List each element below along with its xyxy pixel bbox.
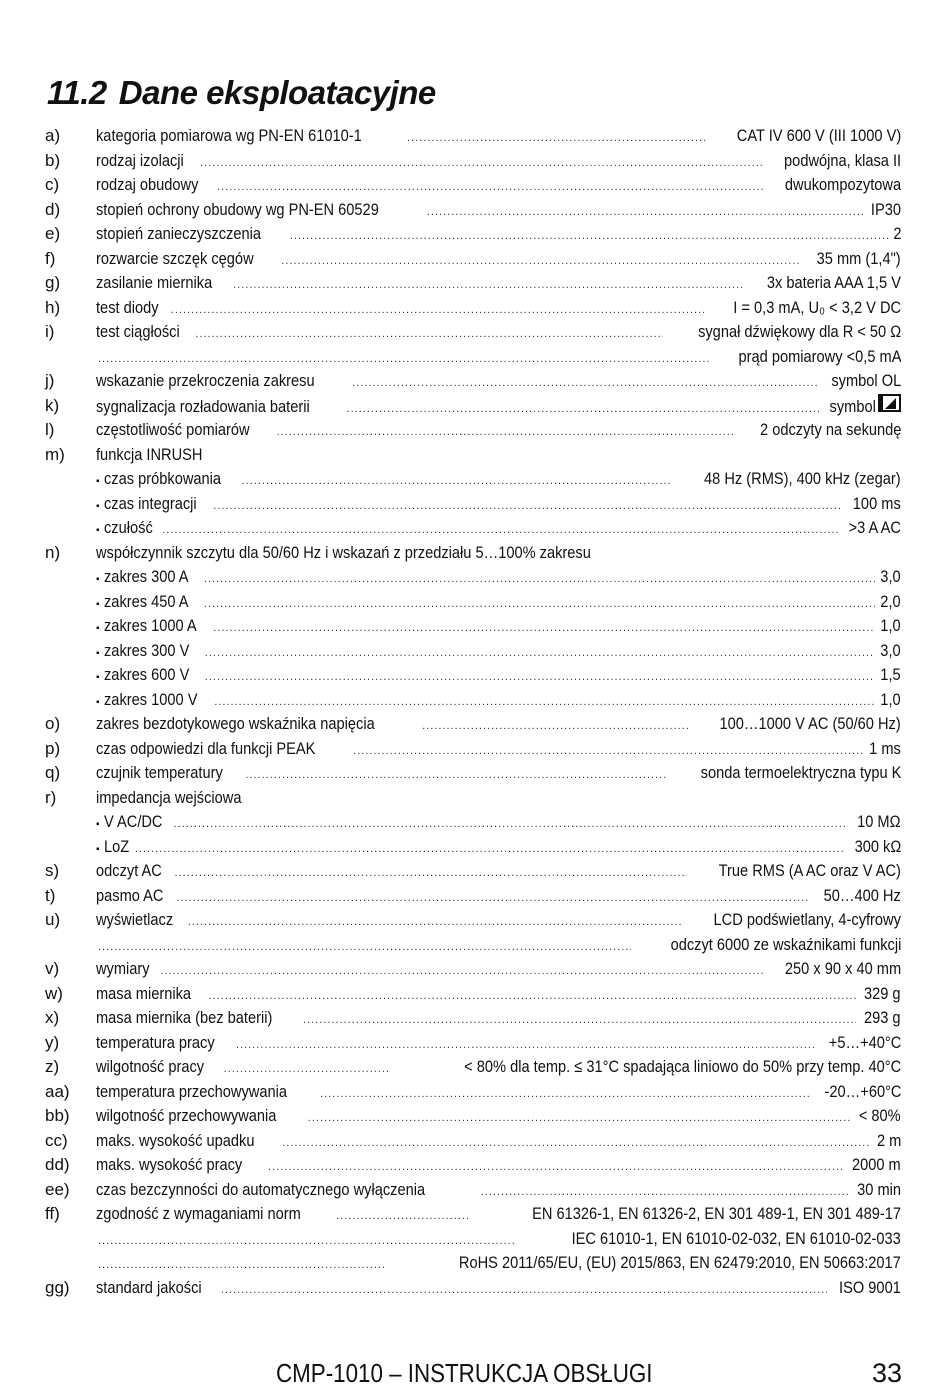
spec-row <box>45 663 901 688</box>
spec-body <box>96 933 901 960</box>
spec-row <box>45 198 901 223</box>
spec-row <box>45 1178 901 1203</box>
bullet-icon: ▪ <box>96 672 100 683</box>
spec-value: prąd pomiarowy <0,5 mA <box>738 346 901 366</box>
spec-name: test diody <box>96 297 159 317</box>
spec-body <box>96 345 901 372</box>
spec-name: LoZ <box>103 836 129 856</box>
spec-body <box>96 663 901 691</box>
spec-value: 1,0 <box>880 616 901 635</box>
spec-row <box>45 1227 901 1252</box>
spec-label: dd) <box>45 1155 70 1174</box>
bullet-icon: ▪ <box>96 598 100 610</box>
spec-body <box>96 786 901 811</box>
spec-value: RoHS 2011/65/EU, (EU) 2015/863, EN 62479:2010, EN 50663:2017 <box>459 1253 901 1272</box>
spec-name: wilgotność pracy <box>96 1057 205 1076</box>
spec-label: z) <box>45 1057 60 1076</box>
dot-leader <box>336 1204 470 1229</box>
spec-label: cc) <box>45 1130 68 1150</box>
spec-row <box>45 933 901 958</box>
spec-name: V AC/DC <box>103 812 163 831</box>
dot-leader <box>135 837 845 862</box>
dot-leader <box>209 984 857 1009</box>
spec-body <box>96 688 901 716</box>
spec-body <box>96 1227 901 1254</box>
spec-body <box>96 1276 901 1303</box>
spec-value: 30 min <box>857 1179 901 1199</box>
spec-value: 3x bateria AAA 1,5 V <box>766 273 901 292</box>
spec-label: ff) <box>45 1204 60 1223</box>
spec-name: czułość <box>103 518 153 537</box>
dot-leader <box>217 175 764 200</box>
spec-body <box>96 541 901 566</box>
spec-name: maks. wysokość pracy <box>96 1155 243 1174</box>
spec-value: odczyt 6000 ze wskaźnikami funkcji <box>670 934 901 954</box>
dot-leader <box>236 1033 815 1058</box>
spec-name: funkcja INRUSH <box>96 444 203 464</box>
spec-name: test ciągłości <box>96 322 180 341</box>
spec-value: symbol OL <box>831 371 901 390</box>
spec-name: stopień ochrony obudowy wg PN-EN 60529 <box>96 199 379 219</box>
spec-label: m) <box>45 444 65 464</box>
spec-body <box>96 614 901 642</box>
dot-leader <box>352 371 818 396</box>
spec-label: g) <box>45 273 61 292</box>
dot-leader <box>422 714 688 739</box>
spec-body <box>96 149 901 176</box>
spec-name: impedancja wejściowa <box>96 787 242 807</box>
spec-body <box>96 516 901 544</box>
spec-body <box>96 394 901 422</box>
spec-value: True RMS (A AC oraz V AC) <box>718 861 901 880</box>
spec-name: zakres 600 V <box>103 665 189 684</box>
spec-value: ISO 9001 <box>839 1277 901 1297</box>
spec-label: u) <box>45 910 61 929</box>
spec-label: p) <box>45 738 61 758</box>
dot-leader <box>204 592 876 617</box>
spec-value: 2 odczyty na sekundę <box>759 420 901 439</box>
spec-row <box>45 222 901 247</box>
spec-value: < 80% dla temp. ≤ 31°C spadająca liniowo do 50% przy temp. 40°C <box>463 1057 901 1076</box>
dot-leader <box>268 1155 842 1180</box>
spec-label: bb) <box>45 1106 70 1125</box>
spec-body <box>96 1104 901 1131</box>
bullet-icon: ▪ <box>96 647 100 659</box>
spec-value: sonda termoelektryczna typu K <box>700 763 901 782</box>
spec-label: f) <box>45 248 56 268</box>
spec-name: współczynnik szczytu dla 50/60 Hz i wskazań z przedziału 5…100% zakresu <box>96 542 591 562</box>
bullet-icon: ▪ <box>96 819 100 830</box>
spec-name: zakres bezdotykowego wskaźnika napięcia <box>96 714 375 733</box>
spec-value: 48 Hz (RMS), 400 kHz (zegar) <box>704 469 901 488</box>
spec-body <box>96 1080 901 1107</box>
dot-leader <box>98 1253 385 1278</box>
spec-row <box>45 957 901 982</box>
spec-label: c) <box>45 175 60 194</box>
spec-label: s) <box>45 861 60 880</box>
dot-leader <box>282 1131 870 1156</box>
dot-leader <box>175 861 688 886</box>
dot-leader <box>205 665 876 690</box>
dot-leader <box>213 616 875 641</box>
dot-leader <box>213 494 843 519</box>
spec-label: r) <box>45 787 57 807</box>
spec-value: I = 0,3 mA, U₀ < 3,2 V DC <box>733 297 901 317</box>
spec-value: 1,5 <box>880 665 901 684</box>
section-title <box>47 74 436 112</box>
spec-name: wilgotność przechowywania <box>96 1106 277 1125</box>
spec-row <box>45 467 901 492</box>
spec-value: EN 61326-1, EN 61326-2, EN 301 489-1, EN 301 489-17 <box>532 1204 901 1223</box>
spec-name: wskazanie przekroczenia zakresu <box>96 371 315 390</box>
spec-label: x) <box>45 1008 60 1027</box>
dot-leader <box>174 812 849 837</box>
spec-label: ee) <box>45 1179 70 1199</box>
spec-name: kategoria pomiarowa wg PN-EN 61010-1 <box>96 126 362 145</box>
spec-name: standard jakości <box>96 1277 202 1297</box>
dot-leader <box>188 910 681 935</box>
spec-row <box>45 786 901 811</box>
dot-leader <box>320 1082 809 1107</box>
spec-value: 2000 m <box>852 1155 901 1174</box>
dot-leader <box>224 1057 391 1082</box>
spec-body <box>96 467 901 495</box>
spec-name: masa miernika <box>96 983 192 1003</box>
spec-body <box>96 859 901 886</box>
spec-row <box>45 173 901 198</box>
spec-row <box>45 1031 901 1056</box>
spec-name: stopień zanieczyszczenia <box>96 224 261 243</box>
page-footer <box>0 1358 950 1388</box>
dot-leader <box>303 1008 856 1033</box>
spec-row <box>45 712 901 737</box>
spec-name: czas odpowiedzi dla funkcji PEAK <box>96 738 316 758</box>
dot-leader <box>290 224 890 249</box>
spec-row <box>45 737 901 762</box>
spec-name: maks. wysokość upadku <box>96 1130 255 1150</box>
spec-row <box>45 1202 901 1227</box>
spec-row <box>45 688 901 713</box>
spec-body <box>96 1055 901 1082</box>
spec-body <box>96 1031 901 1058</box>
spec-value: IP30 <box>870 199 901 219</box>
spec-value: 2,0 <box>880 591 901 611</box>
spec-label: w) <box>45 983 63 1003</box>
spec-row <box>45 590 901 615</box>
spec-row <box>45 124 901 149</box>
spec-body <box>96 712 901 739</box>
spec-value: 1,0 <box>880 689 901 709</box>
spec-name: rodzaj izolacji <box>96 150 184 170</box>
spec-body <box>96 810 901 838</box>
spec-body <box>96 1202 901 1229</box>
spec-row <box>45 908 901 933</box>
spec-row <box>45 982 901 1007</box>
spec-row <box>45 418 901 443</box>
spec-name: masa miernika (bez baterii) <box>96 1008 273 1027</box>
spec-value: 250 x 90 x 40 mm <box>784 959 901 978</box>
dot-leader <box>205 641 876 666</box>
spec-value: IEC 61010-1, EN 61010-02-032, EN 61010-02-033 <box>571 1228 901 1248</box>
spec-row <box>45 443 901 468</box>
spec-row <box>45 345 901 370</box>
spec-row <box>45 835 901 860</box>
spec-body <box>96 908 901 935</box>
spec-body <box>96 173 901 200</box>
spec-row <box>45 149 901 174</box>
spec-name: czas bezczynności do automatycznego wyłączenia <box>96 1179 426 1199</box>
dot-leader <box>281 249 801 274</box>
spec-name: zakres 300 A <box>103 567 189 586</box>
spec-label: aa) <box>45 1081 70 1101</box>
spec-label: y) <box>45 1032 60 1052</box>
dot-leader <box>308 1106 851 1131</box>
dot-leader <box>98 1229 516 1254</box>
spec-value: 100 ms <box>853 493 901 513</box>
spec-row <box>45 369 901 394</box>
dot-leader <box>233 273 743 298</box>
bullet-icon: ▪ <box>96 623 100 634</box>
spec-body <box>96 835 901 863</box>
page-number: 33 <box>871 1358 902 1388</box>
spec-value: 1 ms <box>869 738 901 758</box>
spec-name: wyświetlacz <box>96 910 174 929</box>
dot-leader <box>481 1180 848 1205</box>
spec-row <box>45 1055 901 1080</box>
bullet-icon: ▪ <box>96 843 100 855</box>
spec-body <box>96 1178 901 1205</box>
spec-value: 3,0 <box>880 567 901 586</box>
dot-leader <box>204 567 876 592</box>
spec-label: n) <box>45 542 61 562</box>
spec-value: sygnał dźwiękowy dla R < 50 Ω <box>697 322 901 341</box>
spec-body <box>96 369 901 396</box>
spec-row <box>45 394 901 419</box>
spec-name: czujnik temperatury <box>96 763 223 782</box>
spec-row <box>45 1153 901 1178</box>
spec-label: k) <box>45 395 60 415</box>
spec-value: -20…+60°C <box>824 1081 901 1101</box>
spec-body <box>96 418 901 445</box>
dot-leader <box>200 151 763 176</box>
spec-row <box>45 1129 901 1154</box>
spec-body <box>96 492 901 520</box>
spec-row <box>45 541 901 566</box>
spec-value: 10 MΩ <box>857 812 901 831</box>
spec-row <box>45 1006 901 1031</box>
spec-label: l) <box>45 420 55 439</box>
footer-document-title: CMP-1010 – INSTRUKCJA OBSŁUGI <box>276 1358 653 1388</box>
spec-name: zgodność z wymaganiami norm <box>96 1204 301 1223</box>
spec-name: zakres 450 A <box>103 591 189 611</box>
spec-body <box>96 198 901 225</box>
spec-label: gg) <box>45 1277 70 1297</box>
spec-body <box>96 639 901 667</box>
spec-body <box>96 320 901 347</box>
dot-leader <box>214 690 875 715</box>
spec-body <box>96 982 901 1009</box>
dot-leader <box>176 886 809 911</box>
spec-row <box>45 492 901 517</box>
spec-label: e) <box>45 224 61 243</box>
spec-label: h) <box>45 297 61 317</box>
spec-name: rozwarcie szczęk cęgów <box>96 248 254 268</box>
dot-leader <box>195 322 662 347</box>
dot-leader <box>160 959 764 984</box>
spec-label: t) <box>45 885 56 905</box>
bullet-icon: ▪ <box>96 476 100 487</box>
spec-row <box>45 1251 901 1276</box>
spec-value: dwukompozytowa <box>784 175 901 194</box>
bullet-icon: ▪ <box>96 574 100 585</box>
spec-name: zakres 1000 V <box>103 689 198 709</box>
spec-body <box>96 247 901 274</box>
spec-body <box>96 565 901 593</box>
spec-body <box>96 124 901 151</box>
spec-value: symbol <box>829 396 876 416</box>
spec-label: a) <box>45 126 61 145</box>
spec-body <box>96 1006 901 1033</box>
dot-leader <box>171 298 704 323</box>
battery-low-icon <box>878 394 901 412</box>
spec-name: rodzaj obudowy <box>96 175 199 194</box>
spec-name: czas integracji <box>103 493 197 513</box>
spec-row <box>45 859 901 884</box>
spec-value: 329 g <box>864 983 901 1003</box>
spec-name: czas próbkowania <box>103 469 221 488</box>
dot-leader <box>407 126 708 151</box>
spec-value: 50…400 Hz <box>823 885 901 905</box>
spec-row <box>45 247 901 272</box>
spec-label: j) <box>45 371 55 390</box>
spec-body <box>96 761 901 788</box>
dot-leader <box>221 1278 827 1303</box>
section-title-text: Dane eksploatacyjne <box>118 74 436 111</box>
spec-body <box>96 737 901 764</box>
spec-list <box>45 124 901 1300</box>
spec-body <box>96 443 901 468</box>
spec-name: temperatura przechowywania <box>96 1081 287 1101</box>
spec-name: pasmo AC <box>96 885 164 905</box>
spec-row <box>45 810 901 835</box>
spec-body <box>96 590 901 618</box>
spec-value: 3,0 <box>880 640 901 660</box>
spec-value: 35 mm (1,4") <box>817 248 901 268</box>
spec-body <box>96 296 901 323</box>
spec-body <box>96 271 901 298</box>
dot-leader <box>98 935 631 960</box>
spec-name: odczyt AC <box>96 861 162 880</box>
spec-row <box>45 1104 901 1129</box>
spec-value: 293 g <box>864 1008 901 1027</box>
spec-row <box>45 639 901 664</box>
spec-name: wymiary <box>96 959 150 978</box>
bullet-icon: ▪ <box>96 500 100 512</box>
spec-body <box>96 957 901 984</box>
dot-leader <box>427 200 864 225</box>
section-number: 11.2 <box>47 74 107 111</box>
spec-body <box>96 1129 901 1156</box>
dot-leader <box>245 763 665 788</box>
spec-value: 2 <box>892 224 901 243</box>
spec-label: o) <box>45 714 61 733</box>
spec-row <box>45 271 901 296</box>
spec-row <box>45 761 901 786</box>
spec-row <box>45 565 901 590</box>
spec-value: CAT IV 600 V (III 1000 V) <box>736 126 901 145</box>
spec-value: +5…+40°C <box>828 1032 901 1052</box>
spec-name: zakres 1000 A <box>103 616 197 635</box>
dot-leader <box>242 469 671 494</box>
spec-label: v) <box>45 959 60 978</box>
spec-row <box>45 884 901 909</box>
spec-value: < 80% <box>859 1106 901 1125</box>
spec-value: >3 A AC <box>848 518 901 537</box>
spec-label: q) <box>45 763 61 782</box>
spec-label: i) <box>45 322 55 341</box>
spec-value: LCD podświetlany, 4-cyfrowy <box>713 910 901 929</box>
spec-value: 100…1000 V AC (50/60 Hz) <box>719 714 901 733</box>
spec-row <box>45 1276 901 1301</box>
spec-name: zakres 300 V <box>103 640 189 660</box>
spec-value: 2 m <box>876 1130 901 1150</box>
spec-value: 300 kΩ <box>854 836 901 856</box>
spec-label: b) <box>45 150 61 170</box>
spec-name: temperatura pracy <box>96 1032 215 1052</box>
spec-name: zasilanie miernika <box>96 273 213 292</box>
spec-row <box>45 296 901 321</box>
spec-row <box>45 1080 901 1105</box>
bullet-icon: ▪ <box>96 525 100 536</box>
dot-leader <box>353 739 862 764</box>
spec-body <box>96 884 901 911</box>
spec-name: sygnalizacja rozładowania baterii <box>96 396 310 416</box>
spec-label: d) <box>45 199 61 219</box>
spec-row <box>45 320 901 345</box>
dot-leader <box>162 518 838 543</box>
dot-leader <box>277 420 735 445</box>
bullet-icon: ▪ <box>96 696 100 708</box>
spec-body <box>96 222 901 249</box>
spec-row <box>45 516 901 541</box>
dot-leader <box>98 347 710 372</box>
spec-name: częstotliwość pomiarów <box>96 420 250 439</box>
spec-body <box>96 1153 901 1180</box>
spec-body <box>96 1251 901 1278</box>
spec-row <box>45 614 901 639</box>
spec-value: podwójna, klasa II <box>783 150 901 170</box>
